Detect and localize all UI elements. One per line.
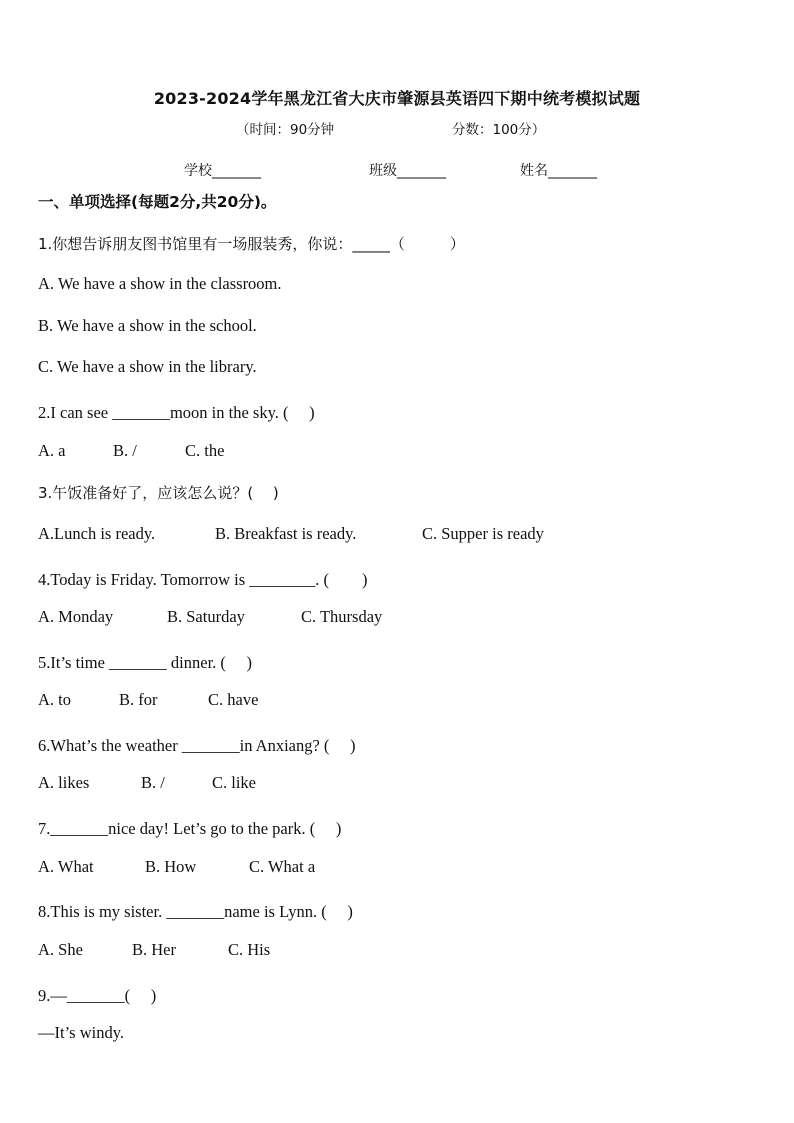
option-c: C. the — [185, 441, 225, 460]
question-1-option-c: C. We have a show in the library. — [38, 357, 257, 376]
question-1-option-b: B. We have a show in the school. — [38, 316, 257, 335]
exam-score: 分数：100分） — [452, 122, 546, 138]
option-b: B. for — [119, 690, 158, 709]
option-c: C. What a — [249, 857, 316, 876]
option-b: B. How — [145, 857, 197, 876]
option-b: B. / — [113, 441, 137, 460]
exam-time: （时间：90分钟 — [236, 122, 335, 138]
question-7: 7._______nice day! Let’s go to the park. ( ) — [38, 819, 342, 838]
option-b: B. Her — [132, 940, 176, 959]
question-5-options — [38, 690, 258, 710]
question-6-options — [38, 773, 256, 793]
question-3-options — [38, 524, 544, 544]
option-b: B. Breakfast is ready. — [215, 524, 357, 543]
question-2: 2.I can see _______moon in the sky. ( ) — [38, 403, 315, 422]
question-1: 1.你想告诉朋友图书馆里有一场服装秀，你说：_____（ ） — [38, 235, 465, 253]
question-5: 5.It’s time _______ dinner. ( ) — [38, 653, 253, 672]
question-4-options — [38, 607, 382, 627]
question-9: 9.—_______( ) — [38, 986, 157, 1005]
question-9-reply: —It’s windy. — [38, 1023, 125, 1042]
exam-title: 2023-2024学年黑龙江省大庆市肇源县英语四下期中统考模拟试题 — [153, 89, 641, 108]
option-a: A.Lunch is ready. — [38, 524, 156, 543]
question-4: 4.Today is Friday. Tomorrow is ________. ( ) — [38, 570, 368, 589]
option-c: C. His — [228, 940, 271, 959]
school-field: 学校_______ — [184, 163, 261, 179]
question-3: 3.午饭准备好了，应该怎么说？( ) — [38, 484, 279, 502]
option-a: A. a — [38, 441, 66, 460]
option-a: A. to — [38, 690, 71, 709]
question-8: 8.This is my sister. _______name is Lynn. ( ) — [38, 902, 353, 921]
option-c: C. have — [208, 690, 259, 709]
question-7-options — [38, 857, 315, 877]
option-a: A. She — [38, 940, 83, 959]
question-6: 6.What’s the weather _______in Anxiang? ( ) — [38, 736, 356, 755]
option-b: B. / — [141, 773, 165, 792]
option-a: A. What — [38, 857, 94, 876]
option-b: B. Saturday — [167, 607, 245, 626]
name-field: 姓名_______ — [520, 163, 597, 179]
option-c: C. Supper is ready — [422, 524, 544, 543]
option-c: C. like — [212, 773, 256, 792]
option-a: A. Monday — [38, 607, 114, 626]
option-a: A. likes — [38, 773, 90, 792]
section-heading: 一、单项选择(每题2分,共20分)。 — [38, 193, 277, 211]
question-2-options — [38, 441, 224, 461]
class-field: 班级_______ — [369, 163, 446, 179]
question-8-options — [38, 940, 270, 960]
question-1-option-a: A. We have a show in the classroom. — [38, 274, 282, 293]
option-c: C. Thursday — [301, 607, 383, 626]
